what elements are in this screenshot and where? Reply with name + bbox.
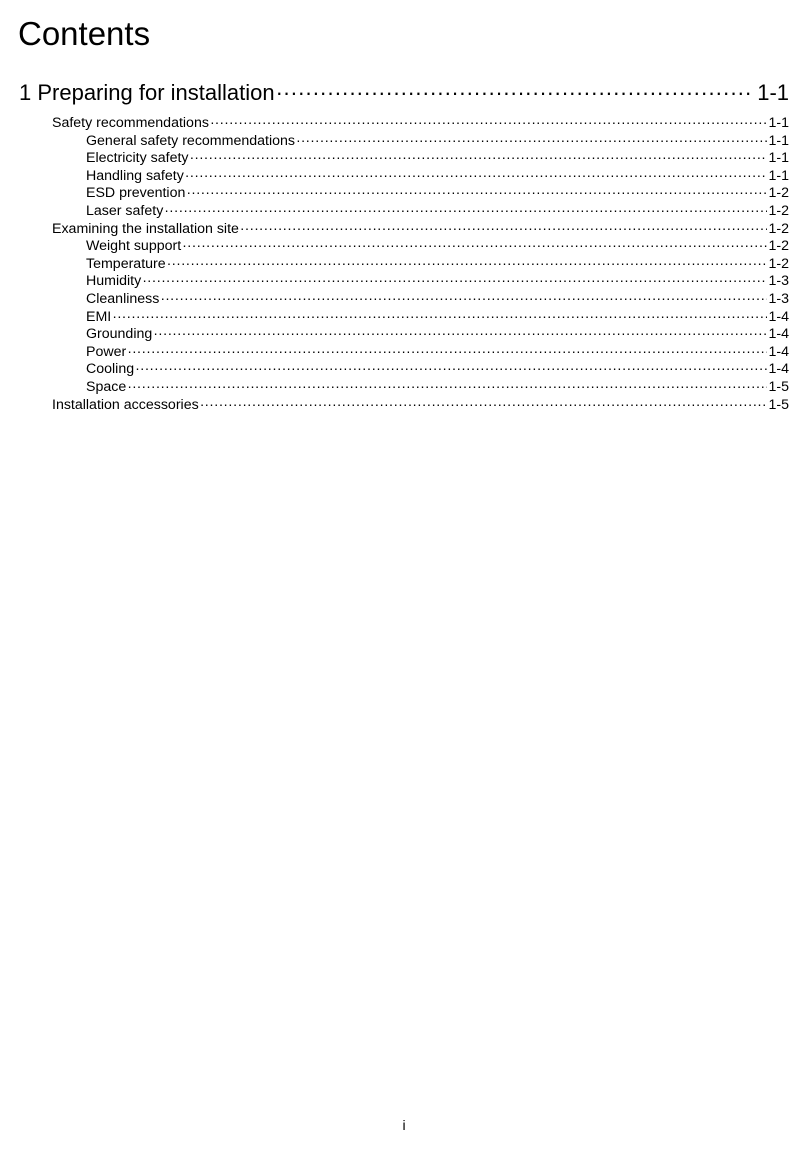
toc-entry-page: 1-2	[768, 238, 789, 255]
toc-entry-title: General safety recommendations	[86, 132, 295, 149]
toc-entry-title: Cleanliness	[86, 290, 160, 307]
toc-entry[interactable]	[0, 344, 789, 362]
toc-entry-page: 1-2	[768, 255, 789, 272]
toc-entry[interactable]	[0, 133, 789, 151]
toc-entry-title: Space	[86, 378, 127, 395]
dot-leader	[240, 221, 768, 239]
page-title: Contents	[18, 15, 151, 52]
dot-leader	[112, 309, 767, 327]
toc-entry[interactable]	[0, 203, 789, 221]
toc-entry[interactable]	[0, 273, 789, 291]
toc-entry-title: Laser safety	[86, 202, 164, 219]
toc-entry[interactable]	[0, 221, 789, 239]
toc-entry[interactable]	[0, 379, 789, 397]
dot-leader	[153, 326, 767, 344]
dot-leader	[127, 379, 767, 397]
dot-leader	[296, 133, 768, 151]
toc-entry-page: 1-3	[768, 290, 789, 307]
toc-entry-title: Handling safety	[86, 167, 184, 184]
toc-entry[interactable]	[0, 326, 789, 344]
toc-entry-title: Temperature	[86, 255, 166, 272]
dot-leader	[135, 361, 767, 379]
toc-chapter-entry[interactable]	[19, 78, 789, 108]
dot-leader	[186, 185, 767, 203]
toc-entry-title: EMI	[86, 308, 112, 325]
toc-entry-page: 1-1	[768, 167, 789, 184]
toc-entry-page: 1-3	[768, 273, 789, 290]
dot-leader	[200, 397, 768, 415]
toc-entry[interactable]	[0, 168, 789, 186]
toc-entry[interactable]	[0, 397, 789, 415]
toc-entry-page: 1-4	[768, 361, 789, 378]
toc-entry-page: 1-1	[768, 115, 789, 131]
toc-entry[interactable]	[0, 291, 789, 309]
dot-leader	[164, 203, 767, 221]
dot-leader	[167, 256, 768, 274]
toc-entry-page: 1-1	[768, 150, 789, 167]
toc-entries-list	[0, 115, 808, 414]
toc-entry-page: 1-2	[768, 220, 789, 237]
toc-entry-title: Installation accessories	[52, 396, 199, 413]
toc-chapter-page: 1-1	[757, 80, 789, 105]
toc-entry-title: Safety recommendations	[52, 115, 209, 131]
toc-entry[interactable]	[0, 361, 789, 379]
toc-entry[interactable]	[0, 115, 789, 133]
toc-entry-title: Humidity	[86, 273, 142, 290]
toc-chapter-title: 1 Preparing for installation	[19, 80, 275, 105]
toc-entry-title: Electricity safety	[86, 150, 189, 167]
toc-entry[interactable]	[0, 238, 789, 256]
toc-entry-title: Weight support	[86, 238, 182, 255]
toc-entry[interactable]	[0, 309, 789, 327]
toc-entry[interactable]	[0, 150, 789, 168]
toc-entry-title: Examining the installation site	[52, 220, 239, 237]
dot-leader	[160, 291, 767, 309]
toc-entry-page: 1-1	[768, 132, 789, 149]
toc-entry-title: Grounding	[86, 326, 153, 343]
toc-entry-page: 1-4	[768, 343, 789, 360]
toc-entry-page: 1-4	[768, 308, 789, 325]
toc-entry-title: ESD prevention	[86, 185, 186, 202]
toc-entry-page: 1-5	[768, 396, 789, 413]
dot-leader	[210, 115, 768, 133]
toc-entry-page: 1-2	[768, 185, 789, 202]
dot-leader	[185, 168, 768, 186]
toc-entry[interactable]	[0, 256, 789, 274]
dot-leader	[142, 273, 767, 291]
toc-entry[interactable]	[0, 185, 789, 203]
dot-leader	[276, 78, 755, 108]
toc-entry-title: Cooling	[86, 361, 135, 378]
toc-entry-title: Power	[86, 343, 127, 360]
dot-leader	[127, 344, 767, 362]
toc-entry-page: 1-2	[768, 202, 789, 219]
footer-page-number: i	[402, 1117, 406, 1133]
toc-entry-page: 1-5	[768, 378, 789, 395]
dot-leader	[190, 150, 768, 168]
toc-entry-page: 1-4	[768, 326, 789, 343]
dot-leader	[182, 238, 767, 256]
